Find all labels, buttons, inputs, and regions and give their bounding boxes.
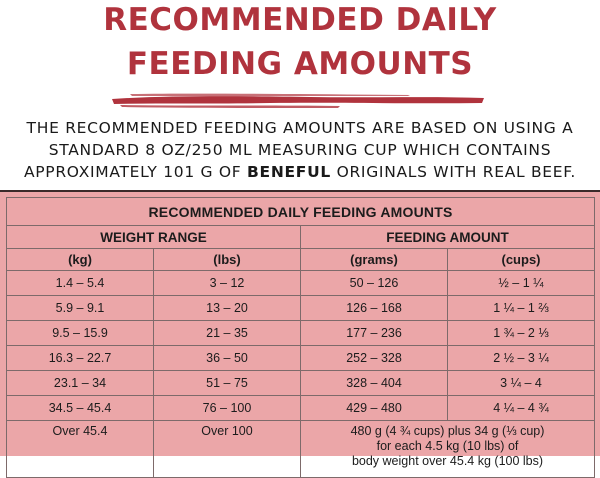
table-row	[7, 296, 595, 321]
intro-suffix: ORIGINALS WITH REAL BEEF.	[330, 163, 577, 181]
cell-lbs: 21 – 35	[154, 321, 301, 346]
group-header-weight: WEIGHT RANGE	[7, 226, 301, 249]
cell-lbs: Over 100	[154, 421, 301, 478]
amount-note-line-2: for each 4.5 kg (10 lbs) of	[376, 439, 519, 453]
cell-kg: 1.4 – 5.4	[7, 271, 154, 296]
cell-lbs: 36 – 50	[154, 346, 301, 371]
amount-note-line-1: 480 g (4 ¾ cups) plus 34 g (⅓ cup)	[350, 424, 545, 438]
unit-header-kg: (kg)	[7, 249, 154, 271]
cell-amount-note	[301, 421, 595, 478]
cell-cups: 1 ¾ – 2 ⅓	[448, 321, 595, 346]
cell-lbs: 13 – 20	[154, 296, 301, 321]
table-row	[7, 321, 595, 346]
table-row	[7, 271, 595, 296]
unit-header-lbs: (lbs)	[154, 249, 301, 271]
cell-grams: 177 – 236	[301, 321, 448, 346]
page-title-line-2: FEEDING AMOUNTS	[126, 46, 474, 82]
intro-line-3	[0, 161, 600, 183]
cell-grams: 328 – 404	[301, 371, 448, 396]
cell-lbs: 76 – 100	[154, 396, 301, 421]
table-row	[7, 371, 595, 396]
cell-cups: 3 ¼ – 4	[448, 371, 595, 396]
cell-cups: 1 ¼ – 1 ⅔	[448, 296, 595, 321]
cell-lbs: 51 – 75	[154, 371, 301, 396]
brush-stroke-divider	[110, 91, 486, 109]
table-title: RECOMMENDED DAILY FEEDING AMOUNTS	[7, 198, 595, 226]
cell-cups: 4 ¼ – 4 ¾	[448, 396, 595, 421]
cell-grams: 252 – 328	[301, 346, 448, 371]
feeding-table	[6, 197, 595, 478]
cell-grams: 429 – 480	[301, 396, 448, 421]
cell-cups: ½ – 1 ¼	[448, 271, 595, 296]
intro-line-1: THE RECOMMENDED FEEDING AMOUNTS ARE BASED ON USING A	[26, 119, 574, 137]
cell-grams: 50 – 126	[301, 271, 448, 296]
cell-kg: 23.1 – 34	[7, 371, 154, 396]
cell-kg: Over 45.4	[7, 421, 154, 478]
cell-lbs: 3 – 12	[154, 271, 301, 296]
cell-grams: 126 – 168	[301, 296, 448, 321]
amount-note-line-3: body weight over 45.4 kg (100 lbs)	[351, 454, 544, 468]
table-row	[7, 396, 595, 421]
page-title-line-1: RECOMMENDED DAILY	[103, 2, 497, 38]
table-row	[7, 346, 595, 371]
feeding-table-panel	[0, 190, 600, 468]
table-row-over-limit	[7, 421, 595, 478]
group-header-feeding: FEEDING AMOUNT	[301, 226, 595, 249]
intro-line-2: STANDARD 8 OZ/250 ML MEASURING CUP WHICH CONTAINS	[48, 141, 552, 159]
cell-kg: 34.5 – 45.4	[7, 396, 154, 421]
cell-cups: 2 ½ – 3 ¼	[448, 346, 595, 371]
brand-name: BENEFUL	[247, 163, 331, 181]
cell-kg: 9.5 – 15.9	[7, 321, 154, 346]
cell-kg: 16.3 – 22.7	[7, 346, 154, 371]
intro-prefix: APPROXIMATELY 101 G OF	[23, 163, 248, 181]
unit-header-cups: (cups)	[448, 249, 595, 271]
unit-header-grams: (grams)	[301, 249, 448, 271]
cell-kg: 5.9 – 9.1	[7, 296, 154, 321]
